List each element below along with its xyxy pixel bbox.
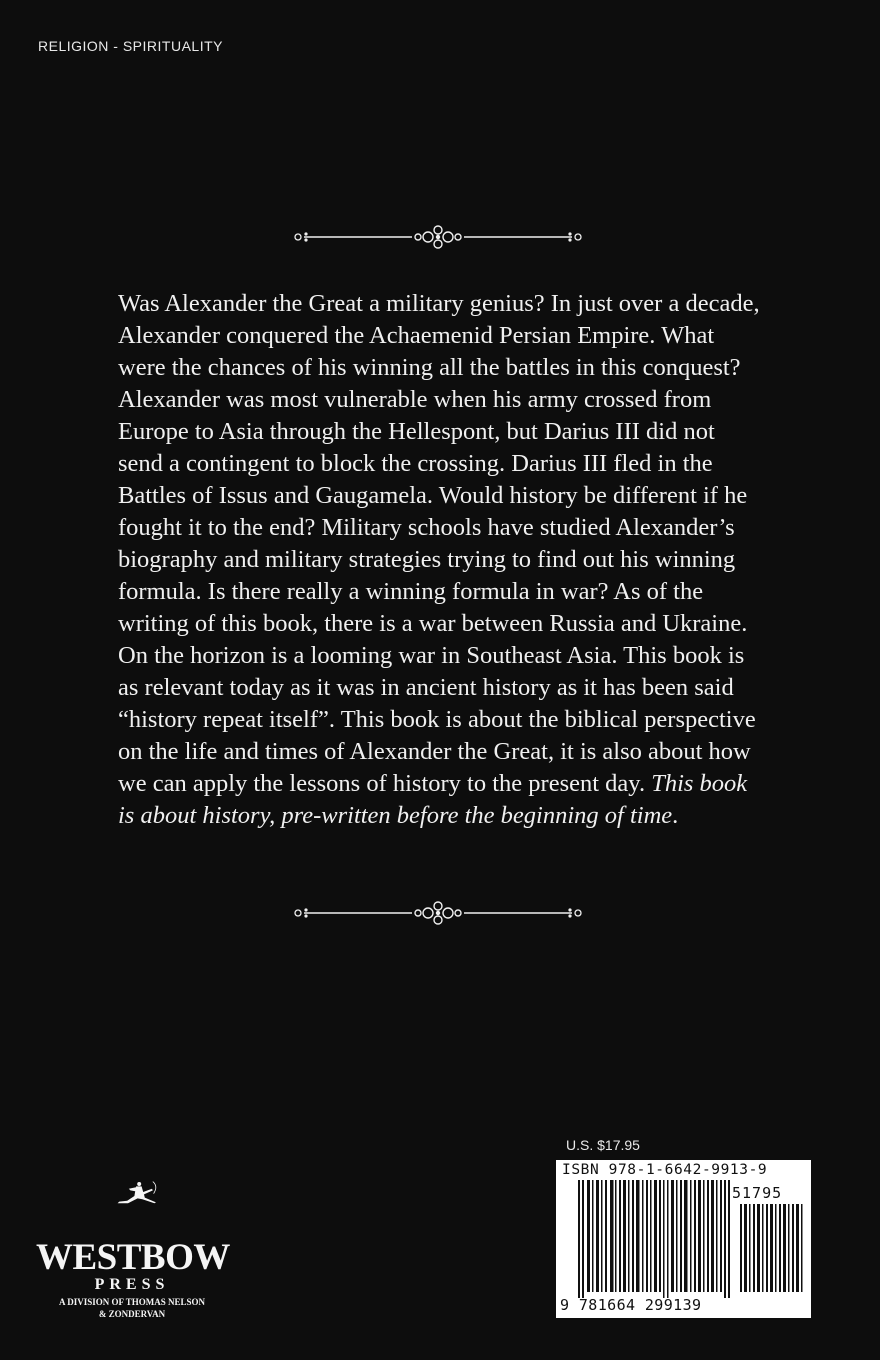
isbn-barcode <box>556 1160 811 1318</box>
publisher-sub: PRESS <box>94 1276 170 1293</box>
isbn-text: ISBN 978-1-6642-9913-9 <box>562 1162 768 1178</box>
barcode-bars <box>556 1160 811 1318</box>
blurb-italic: This book is about history, pre-written before the beginning of time <box>118 770 748 829</box>
blurb-body: Was Alexander the Great a military genius? In just over a decade, Alexander conquered the Achaemenid Persian Empire. What were the chances of his winning all the battles in this conquest? Alexander was most vulnerable when his army crossed from Europe to Asia through the Hellespont, but Darius III did not send a contingent to block the crossing. Darius III fled in the Battles of Issus and Gaugamela. Would history be different if he fought it to the end? Military schools have studied Alexander’s biography and military strategies trying to find out his winning formula. Is there really a winning formula in war? As of the writing of this book, there is a war between Russia and Ukraine. On the horizon is a looming war in Southeast Asia. This book is as relevant today as it was in ancient history as it has been said “history repeat itself”. This book is about the biblical perspective on the life and times of Alexander the Great, it is also about how we can apply the lessons of history to the present day. <box>118 290 760 797</box>
back-cover-blurb <box>118 288 762 832</box>
publisher-division-line2: & ZONDERVAN <box>98 1309 166 1319</box>
blurb-end: . <box>672 802 679 829</box>
ornament-top-divider <box>290 222 586 252</box>
barcode-ean-number: 9 781664 299139 <box>560 1296 702 1314</box>
publisher-division-line1: A DIVISION OF THOMAS NELSON <box>58 1297 206 1307</box>
publisher-division <box>22 1296 242 1320</box>
category-label: RELIGION - SPIRITUALITY <box>38 38 223 54</box>
ornament-bottom-divider <box>290 898 586 928</box>
barcode-addon-number: 51795 <box>732 1184 783 1202</box>
price-label: U.S. $17.95 <box>566 1137 640 1153</box>
publisher-name: WESTBOW <box>36 1237 230 1278</box>
archer-logo-icon <box>36 1180 236 1240</box>
